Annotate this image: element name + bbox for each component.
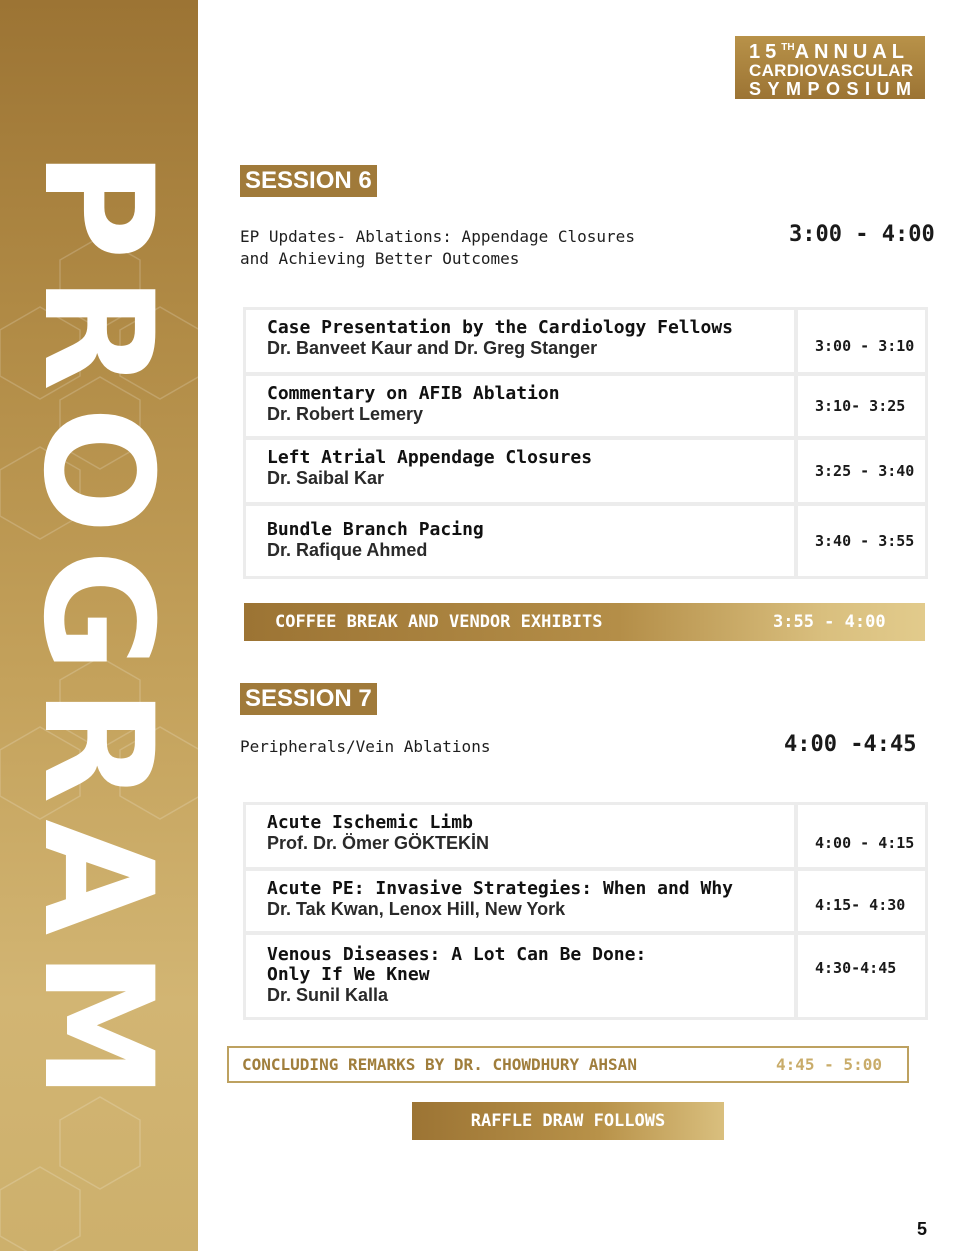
session-6-table (243, 307, 928, 579)
session-7-label: SESSION 7 (240, 683, 377, 715)
talk-topic: Case Presentation by the Cardiology Fellows (267, 317, 733, 338)
talk-topic: Left Atrial Appendage Closures (267, 447, 593, 468)
talk-time: 3:10- 3:25 (798, 376, 925, 436)
table-row (246, 376, 925, 436)
talk-topic: Acute PE: Invasive Strategies: When and Why (267, 878, 733, 899)
concluding-remarks-box (227, 1046, 909, 1083)
concluding-remarks-label: CONCLUDING REMARKS BY DR. CHOWDHURY AHSAN (242, 1055, 637, 1074)
session-7-table (243, 802, 928, 1020)
talk-speaker: Dr. Sunil Kalla (267, 985, 389, 1005)
talk-time: 4:00 - 4:15 (798, 805, 925, 867)
talk-speaker: Dr. Robert Lemery (267, 404, 424, 424)
table-row (246, 506, 925, 576)
logo-annual: ANNUAL (794, 41, 910, 63)
talk-time: 4:15- 4:30 (798, 871, 925, 931)
talk-topic-continued: Only If We Knew (267, 964, 430, 985)
coffee-break-time: 3:55 - 4:00 (773, 612, 886, 632)
talk-speaker: Dr. Banveet Kaur and Dr. Greg Stanger (267, 338, 598, 358)
table-row (246, 440, 925, 502)
talk-cell (246, 506, 794, 576)
talk-cell (246, 376, 794, 436)
raffle-draw-banner: RAFFLE DRAW FOLLOWS (412, 1102, 724, 1140)
sidebar-banner (0, 0, 198, 1251)
talk-speaker: Dr. Tak Kwan, Lenox Hill, New York (267, 899, 566, 919)
logo-symposium: SYMPOSIUM (749, 79, 918, 99)
talk-cell (246, 805, 794, 867)
program-letter: G (10, 549, 184, 673)
page-number: 5 (917, 1219, 928, 1239)
talk-time: 3:00 - 3:10 (798, 310, 925, 372)
coffee-break-label: COFFEE BREAK AND VENDOR EXHIBITS (275, 612, 603, 632)
talk-speaker: Prof. Dr. Ömer GÖKTEKİN (267, 833, 490, 853)
talk-cell (246, 871, 794, 931)
program-letter: R (10, 688, 184, 804)
table-row (246, 310, 925, 372)
talk-topic: Acute Ischemic Limb (267, 812, 473, 833)
logo-ordinal: TH (781, 42, 795, 53)
session-6-title-line2: and Achieving Better Outcomes (240, 249, 520, 268)
talk-topic: Venous Diseases: A Lot Can Be Done: (267, 944, 647, 965)
program-letter: P (10, 150, 184, 260)
logo-cardiovascular: CARDIOVASCULAR (749, 61, 914, 80)
talk-cell (246, 440, 794, 502)
symposium-logo (735, 36, 925, 99)
talk-speaker: Dr. Rafique Ahmed (267, 540, 428, 560)
talk-time: 4:30-4:45 (798, 935, 925, 1017)
session-6-label: SESSION 6 (240, 165, 377, 197)
program-letter: M (10, 950, 184, 1100)
program-letter: O (10, 406, 184, 534)
session-7-time: 4:00 -4:45 (784, 732, 917, 757)
session-7-title: Peripherals/Vein Ablations (240, 737, 491, 756)
table-row (246, 871, 925, 931)
session-6-title (240, 226, 635, 270)
program-vertical-title (0, 150, 196, 1100)
logo-number: 15 (749, 41, 782, 63)
talk-cell (246, 935, 794, 1017)
talk-topic: Bundle Branch Pacing (267, 519, 484, 540)
talk-speaker: Dr. Saibal Kar (267, 468, 385, 488)
table-row (246, 805, 925, 867)
program-letter: A (10, 819, 184, 936)
concluding-remarks-time: 4:45 - 5:00 (776, 1055, 882, 1074)
table-row (246, 935, 925, 1017)
program-letter: R (10, 275, 184, 391)
session-6-title-line1: EP Updates- Ablations: Appendage Closures (240, 227, 635, 246)
talk-time: 3:40 - 3:55 (798, 506, 925, 576)
talk-time: 3:25 - 3:40 (798, 440, 925, 502)
talk-cell (246, 310, 794, 372)
talk-topic: Commentary on AFIB Ablation (267, 383, 560, 404)
coffee-break-banner (244, 603, 925, 641)
session-6-time: 3:00 - 4:00 (789, 222, 935, 247)
